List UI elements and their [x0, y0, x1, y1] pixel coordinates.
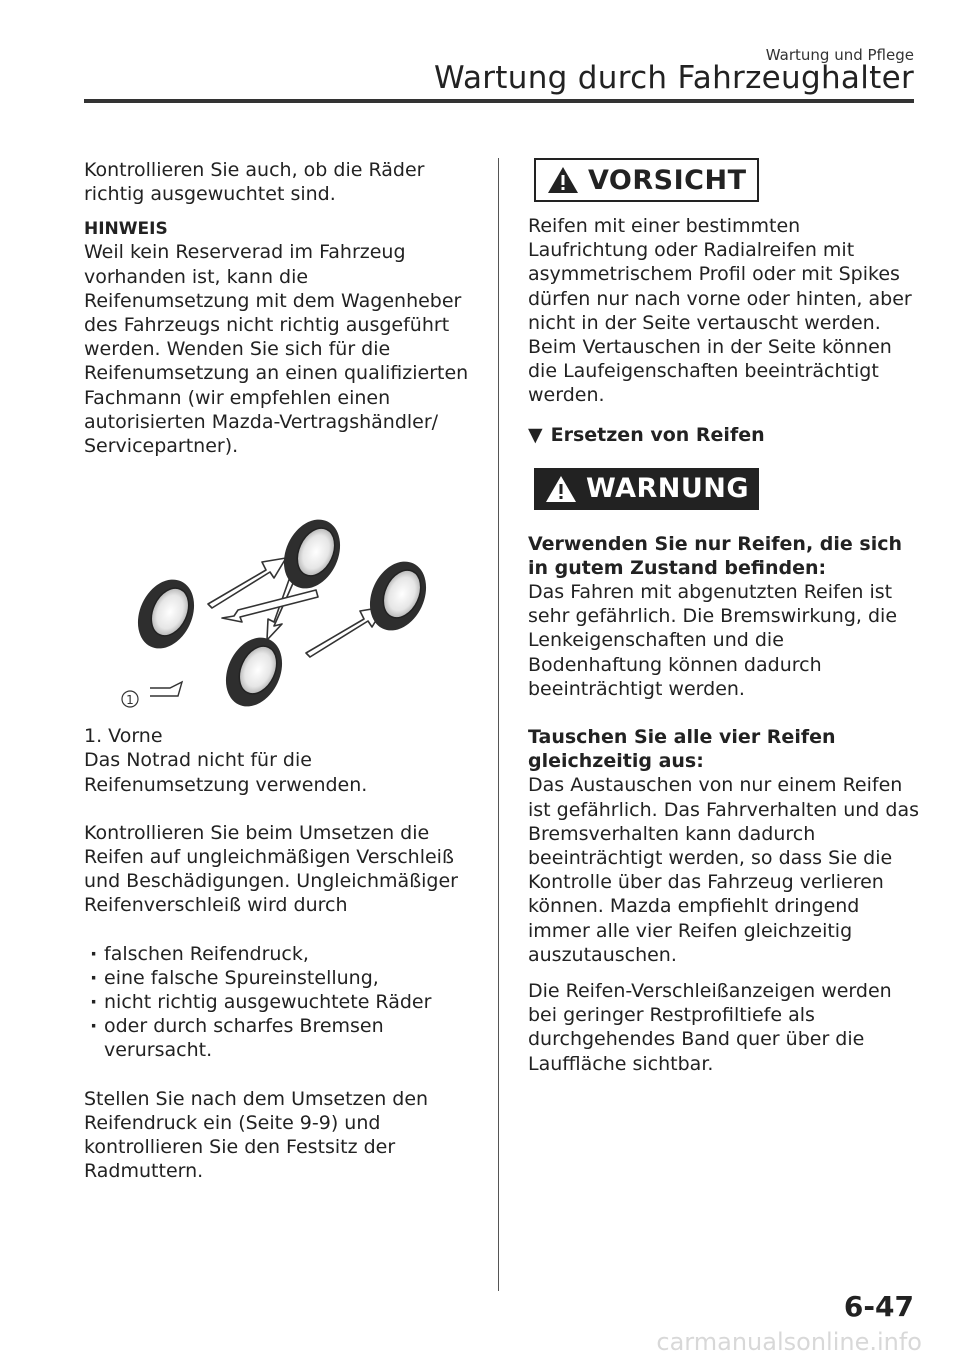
paragraph-wear-check: Kontrollieren Sie beim Umsetzen die Reifen auf ungleichmäßigen Verschleiß und Beschädigungen. Ungleichmäßiger Reifenverschleiß wird durch	[84, 821, 458, 917]
page-number: 6-47	[843, 1290, 914, 1323]
warning-triangle-icon	[544, 474, 578, 504]
section-heading-label: Ersetzen von Reifen	[550, 423, 765, 446]
right-column	[528, 158, 920, 1076]
list-item: · falschen Reifendruck,	[84, 942, 476, 966]
figure-legend: 1. Vorne	[84, 725, 163, 748]
header-rule	[84, 99, 914, 103]
tire-rotation-figure	[84, 506, 476, 724]
note-text: Weil kein Reserverad im Fahrzeug vorhanden ist, kann die Reifenumsetzung mit dem Wagenheber des Fahrzeugs nicht richtig ausgeführt werden. Wenden Sie sich für die Reifenumsetzung an einen qualifizierten Fachmann (wir empfehlen einen autorisierten Mazda-Vertragshändler/ Servicepartner).	[84, 241, 469, 458]
column-divider	[498, 158, 499, 1291]
tire-rear-left	[215, 629, 293, 716]
paragraph-balance-check: Kontrollieren Sie auch, ob die Räder richtig ausgewuchtet sind.	[84, 159, 425, 206]
warning-triangle-icon	[546, 165, 580, 195]
warning-text-condition: Das Fahren mit abgenutzten Reifen ist sehr gefährlich. Die Bremswirkung, die Lenkeigenschaften und die Bodenhaftung können dadurch beeinträchtigt werden.	[528, 581, 898, 700]
list-item: · eine falsche Spureinstellung,	[84, 966, 476, 990]
warning-heading-replace-all: Tauschen Sie alle vier Reifen gleichzeitig aus:	[528, 726, 836, 773]
tire-rotation-diagram	[84, 506, 476, 724]
left-column	[84, 158, 476, 1183]
header-section-label: Wartung und Pflege	[765, 46, 914, 64]
list-item: · nicht richtig ausgewuchtete Räder	[84, 990, 476, 1014]
warning-heading-condition: Verwenden Sie nur Reifen, die sich in gutem Zustand befinden:	[528, 532, 903, 579]
note-label: HINWEIS	[84, 219, 168, 240]
watermark: carmanualsonline.info	[656, 1328, 922, 1356]
tire-front-left	[127, 571, 205, 658]
header-title: Wartung durch Fahrzeughalter	[434, 60, 914, 96]
triangle-down-icon: ▼	[528, 423, 543, 446]
paragraph-wear-indicators: Die Reifen-Verschleißanzeigen werden bei geringer Restprofiltiefe als durchgehendes Band quer über die Lauffläche sichtbar.	[528, 980, 892, 1075]
paragraph-tire-pressure: Stellen Sie nach dem Umsetzen den Reifendruck ein (Seite 9-9) und kontrollieren Sie den Festsitz der Radmuttern.	[84, 1087, 429, 1183]
caution-label: VORSICHT	[588, 164, 747, 196]
warning-badge	[534, 468, 759, 510]
front-direction-marker	[122, 682, 182, 707]
hand-pointer-icon	[150, 682, 182, 696]
tire-front-right	[273, 511, 351, 598]
section-heading	[528, 424, 920, 446]
caution-badge	[534, 158, 759, 202]
warning-text-replace-all: Das Austauschen von nur einem Reifen ist gefährlich. Das Fahrverhalten und das Bremsverhalten kann dadurch beeinträchtigt werden, so dass Sie die Kontrolle über das Fahrzeug verlieren können. Mazda empfiehlt dringend immer alle vier Reifen gleichzeitig auszutauschen.	[528, 774, 920, 966]
callout-number: 1	[126, 693, 134, 708]
caution-text: Reifen mit einer bestimmten Laufrichtung oder Radialreifen mit asymmetrischem Profil oder mit Spikes dürfen nur nach vorne oder hinten, aber nicht in der Seite vertauscht werden. Beim Vertauschen in der Seite können die Laufeigenschaften beeinträchtigt werden.	[528, 215, 912, 407]
warning-label: WARNUNG	[586, 473, 750, 505]
wear-causes-list	[84, 942, 476, 1063]
arrow-rear-to-front-diagonal	[222, 590, 318, 622]
paragraph-spare-tire: Das Notrad nicht für die Reifenumsetzung verwenden.	[84, 749, 368, 796]
list-item: · oder durch scharfes Bremsen verursacht.	[84, 1014, 476, 1062]
